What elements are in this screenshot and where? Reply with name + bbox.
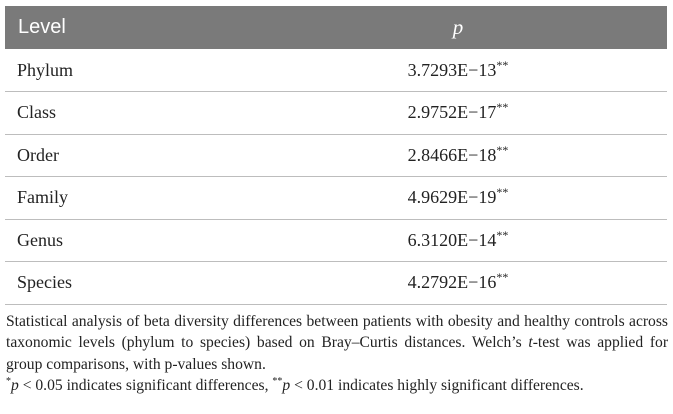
table-figure [5, 6, 667, 397]
significance-mark: ** [496, 57, 509, 72]
header-p: p [452, 15, 464, 39]
p-value: 4.2792E−16 [407, 272, 497, 293]
footnote-p-1: p [11, 377, 19, 394]
footnote-p-2: p [282, 377, 291, 394]
table-row [5, 134, 667, 177]
cell-level: Order [17, 144, 59, 165]
cell-p [249, 134, 667, 177]
significance-mark: ** [496, 142, 509, 157]
cell-p [249, 262, 667, 305]
header-level: Level [18, 16, 66, 38]
table-row [5, 262, 667, 305]
table-row [5, 49, 667, 92]
table-header [5, 6, 667, 49]
footnote-text-2: < 0.01 indicates highly significant differences. [290, 377, 584, 394]
p-value: 6.3120E−14 [407, 229, 497, 250]
caption-text-end: -test was applied for group comparisons, with p-values shown. [6, 334, 669, 373]
significance-mark: ** [496, 100, 509, 115]
p-value: 3.7293E−13 [407, 59, 497, 80]
cell-p [249, 92, 667, 135]
table-row [5, 92, 667, 135]
cell-level: Class [17, 102, 57, 123]
footnote-star-1: * [6, 375, 11, 387]
cell-p [249, 219, 667, 262]
p-value: 2.9752E−17 [407, 102, 497, 123]
header-row [5, 6, 667, 49]
cell-level: Family [17, 187, 69, 208]
cell-p [249, 177, 667, 220]
cell-p [249, 49, 667, 92]
footnote-star-2: ** [272, 375, 283, 387]
caption-footnote [6, 375, 668, 397]
footnote-text-1: < 0.05 indicates significant differences, [18, 377, 273, 394]
significance-mark: ** [496, 185, 509, 200]
table-body [5, 49, 667, 304]
p-value: 4.9629E−19 [407, 187, 497, 208]
significance-mark: ** [496, 227, 509, 242]
cell-level: Phylum [17, 59, 74, 80]
cell-level: Genus [17, 229, 63, 250]
table-row [5, 219, 667, 262]
significance-mark: ** [496, 270, 509, 285]
beta-diversity-table [5, 6, 667, 305]
caption-description [6, 311, 668, 376]
table-caption [5, 311, 668, 397]
table-row [5, 177, 667, 220]
p-value: 2.8466E−18 [407, 144, 497, 165]
caption-t-italic: t [528, 334, 533, 351]
cell-level: Species [17, 272, 72, 293]
caption-text: Statistical analysis of beta diversity differences between patients with obesity and healthy controls across taxonomic levels (phylum to species) based on Bray–Curtis distances. Welch’s [6, 312, 668, 351]
